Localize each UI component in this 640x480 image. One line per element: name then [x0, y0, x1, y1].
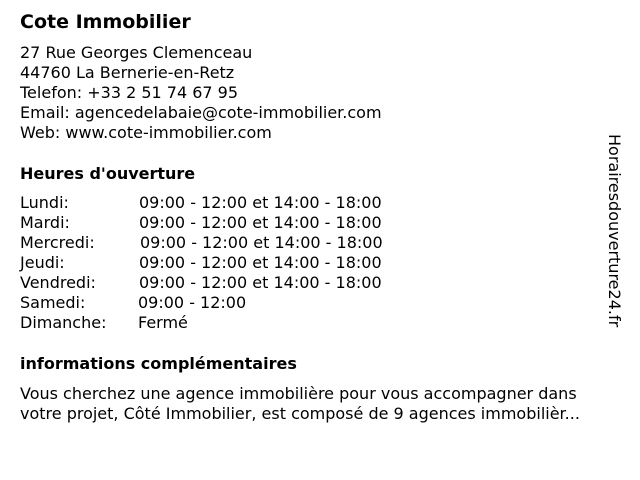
- description-line: votre projet, Côté Immobilier, est composé de 9 agences immobilièr...: [20, 404, 580, 423]
- day-label: Lundi:: [20, 193, 69, 212]
- day-label: Jeudi:: [20, 253, 65, 272]
- email-address: Email: agencedelabaie@cote-immobilier.com: [20, 103, 382, 122]
- info-description: [20, 384, 634, 424]
- hours-heading: Heures d'ouverture: [20, 164, 196, 183]
- site-watermark: Horairesdouverture24.fr: [605, 134, 624, 328]
- address-city: 44760 La Bernerie-en-Retz: [20, 63, 235, 82]
- day-label: Dimanche:: [20, 313, 107, 332]
- day-hours: 09:00 - 12:00 et 14:00 - 18:00: [139, 213, 382, 232]
- day-hours: 09:00 - 12:00 et 14:00 - 18:00: [139, 253, 382, 272]
- day-label: Samedi:: [20, 293, 86, 312]
- day-label: Vendredi:: [20, 273, 96, 292]
- website: Web: www.cote-immobilier.com: [20, 123, 272, 142]
- day-hours: 09:00 - 12:00 et 14:00 - 18:00: [139, 273, 382, 292]
- contact-block: [20, 43, 382, 143]
- info-heading: informations complémentaires: [20, 354, 297, 373]
- day-label: Mercredi:: [20, 233, 95, 252]
- description-line: Vous cherchez une agence immobilière pour vous accompagner dans: [20, 384, 577, 403]
- day-hours: 09:00 - 12:00: [138, 293, 247, 312]
- business-name: Cote Immobilier: [20, 11, 191, 33]
- day-hours: 09:00 - 12:00 et 14:00 - 18:00: [139, 193, 382, 212]
- address-street: 27 Rue Georges Clemenceau: [20, 43, 253, 62]
- phone-number: Telefon: +33 2 51 74 67 95: [20, 83, 239, 102]
- day-label: Mardi:: [20, 213, 70, 232]
- day-hours: 09:00 - 12:00 et 14:00 - 18:00: [140, 233, 383, 252]
- day-hours: Fermé: [138, 313, 188, 332]
